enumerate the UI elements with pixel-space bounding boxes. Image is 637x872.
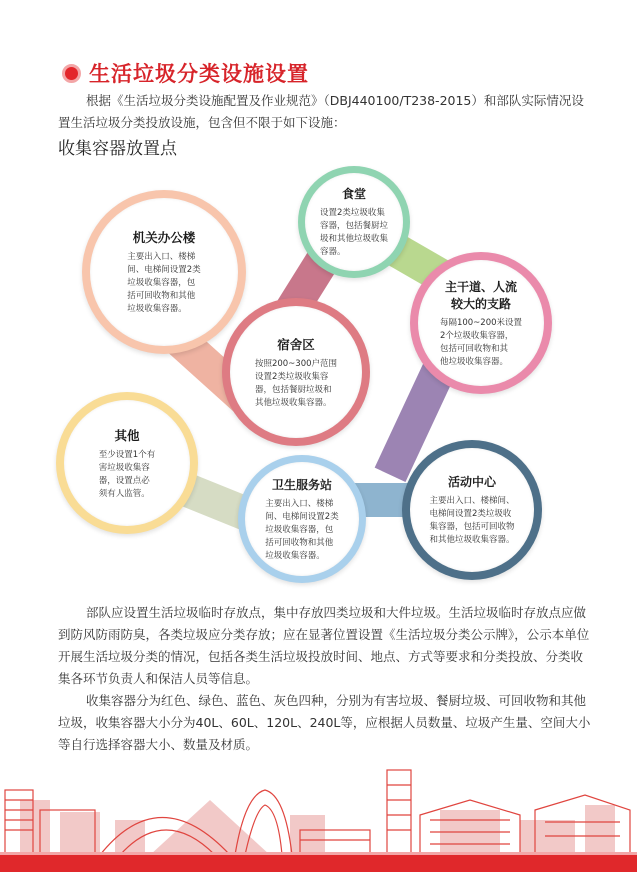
node-title: 卫生服务站 [271,477,332,492]
node-title: 活动中心 [447,475,496,489]
page-title: 生活垃圾分类设施设置 [89,62,309,86]
placement-diagram [0,160,637,590]
paragraph-storage: 部队应设置生活垃圾临时存放点，集中存放四类垃圾和大件垃圾。生活垃圾临时存放点应做到防风防雨防臭，各类垃圾应分类存放；应在显著位置设置《生活垃圾分类公示牌》，公示本单位开展生活垃圾分类的情况，包括各类生活垃圾投放时间、地点、方式等要求和分类投放、分类收集各环节负责人和保洁人员等信息。 [58,605,590,686]
node-health-station [238,455,366,583]
city-skyline-illustration [0,760,637,872]
node-body: 至少设置1个有 害垃圾收集容 器，设置点必 须有人监管。 [98,449,156,499]
node-other [56,392,198,534]
node-main-road [410,252,552,394]
node-body: 主要出入口、楼梯 间、电梯间设置2类 垃圾收集容器，包 括可回收物和其他 垃圾收集容器。 [127,252,201,314]
bullet-dot-icon [62,64,81,83]
node-activity-center [402,440,542,580]
intro-paragraph: 根据《生活垃圾分类设施配置及作业规范》（DBJ440100/T238-2015）和部队实际情况设置生活垃圾分类投放设施，包含但不限于如下设施： [58,93,584,130]
node-body: 主要出入口、楼梯 间、电梯间设置2类 垃圾收集容器，包 括可回收物和其他 垃圾收集容器。 [265,498,339,561]
section-title [62,58,309,88]
node-title: 机关办公楼 [132,230,196,245]
node-title: 其他 [114,427,140,443]
subheading: 收集容器放置点 [58,139,177,159]
node-title: 食堂 [341,187,366,201]
node-body: 按照200~300户范围 设置2类垃圾收集容 器，包括餐厨垃圾和 其他垃圾收集容器。 [254,358,338,408]
node-title: 主干道、人流 较大的支路 [444,279,517,311]
node-canteen [298,166,410,278]
node-body: 主要出入口、楼梯间、 电梯间设置2类垃圾收 集容器，包括可回收物 和其他垃圾收集容器。 [429,496,515,545]
node-title: 宿舍区 [277,336,315,352]
paragraph-containers: 收集容器分为红色、绿色、蓝色、灰色四种，分别为有害垃圾、餐厨垃圾、可回收物和其他垃圾，收集容器大小分为40L、60L、120L、240L等，应根据人员数量、垃圾产生量、空间大小等自行选择容器大小、数量及材质。 [58,693,591,752]
node-body: 设置2类垃圾收集 容器，包括餐厨垃 圾和其他垃圾收集 容器。 [319,208,388,257]
node-dormitory [222,298,370,446]
node-body: 每隔100~200米设置 2个垃圾收集容器， 包括可回收物和其 他垃圾收集容器。 [439,317,523,367]
node-office-building [82,190,246,354]
